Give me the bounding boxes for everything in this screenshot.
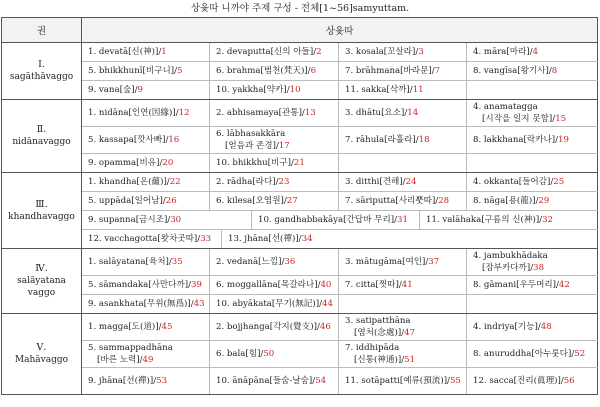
samyutta-label: 6. moggallāna[목갈라나]/40 [216,280,332,290]
samyutta-number: 53 [156,376,168,386]
samyutta-number: 9 [137,85,143,95]
samyutta-number: 36 [284,257,296,267]
volume-title: nidānavaggo [12,137,71,147]
samyutta-label: 9. supanna[금시조]/30 [88,215,182,225]
samyutta-label: 9. jhāna[선(禪)]/53 [88,376,168,386]
samyutta-cell [467,100,598,126]
samyutta-cell [339,192,467,210]
table-row [82,341,598,368]
samyutta-number: 51 [404,355,416,365]
samyutta-number: 22 [169,177,181,187]
samyutta-number: 30 [170,215,182,225]
samyutta-number: 12 [178,108,190,118]
samyutta-cell [252,211,420,229]
samyutta-number: 8 [551,66,558,76]
samyutta-number: 18 [418,135,430,145]
samyutta-cell [339,295,467,313]
samyutta-label: 3. satipatthāna [345,316,411,326]
table-row [82,230,598,248]
samyutta-label: 8. gāmani[우두머리]/42 [473,280,570,290]
samyutta-label: 9. opamma[비유]/20 [88,158,174,168]
volume-title: sagāthāvaggo [9,72,74,82]
samyutta-label: 5. sammappadhāna [88,343,173,353]
samyutta-number: 38 [533,263,545,273]
volume-title: Mahāvaggo [14,355,69,365]
samyutta-number: 46 [319,322,331,332]
samyutta-label: 10. abyākata[무기(無記)]/44 [216,299,333,309]
samyutta-number: 7 [434,66,441,76]
samyutta-number: 20 [162,158,174,168]
samyutta-number: 25 [553,177,565,187]
samyutta-cell [210,100,339,126]
samyutta-number: 50 [263,349,275,359]
samyutta-number: 16 [168,135,180,145]
table-row [82,127,598,154]
samyutta-cell [210,62,339,80]
table-row [82,154,598,172]
volume-group [2,100,598,173]
samyutta-label: 3. dhātu[요소]/14 [345,108,419,118]
samyutta-cell [467,154,598,172]
table-row [82,173,598,192]
samyutta-number: 2 [316,47,322,57]
volume-name [2,314,82,394]
samyutta-label: 4. anamatagga [473,102,538,112]
volume-number: Ⅳ. [35,263,48,274]
samyutta-label: 6. brahma[범천(梵天)]/6 [216,66,317,76]
samyutta-number: 1 [161,47,167,57]
samyutta-label: 7. rāhula[라훌라]/18 [345,135,430,145]
table-row [82,62,598,81]
samyutta-cell [467,62,598,80]
volume-name [2,249,82,313]
samyutta-label: 3. ditthi[견해]/24 [345,177,417,187]
samyutta-cell [467,368,598,394]
samyutta-number: 21 [293,158,305,168]
samyutta-label: 9. asankhata[무위(無爲)]/43 [88,299,205,309]
samyutta-number: 40 [320,280,332,290]
table-row [82,314,598,341]
header-samyutta: 상윳따 [82,18,598,42]
volume-title: khandhavaggo [8,211,75,222]
samyutta-cell [339,154,467,172]
samyutta-label: 5. uppāda[일어남]/26 [88,196,177,206]
samyutta-number: 11 [412,85,424,95]
samyutta-number: 43 [193,299,205,309]
samyutta-label: 7. brāhmana[바라문]/7 [345,66,441,76]
samyutta-label: 1. salāyatana[육처]/35 [88,257,183,267]
samyutta-number: 33 [200,234,212,244]
samyutta-label: 4. okkanta[들어감]/25 [473,177,565,187]
samyutta-cell [339,314,467,340]
table-row [82,43,598,62]
samyutta-label: 8. nāga[용(龍)]/29 [473,196,550,206]
samyutta-number: 48 [540,322,552,332]
samyutta-cell [82,211,252,229]
samyutta-label: 10. bhikkhu[비구]/21 [216,158,305,168]
samyutta-label: 5. kassapa[깟사빠]/16 [88,135,180,145]
samyutta-label-cont: [염처(念處)]/47 [354,328,416,338]
samyutta-cell [210,154,339,172]
samyutta-number: 49 [142,355,154,365]
samyutta-number: 29 [538,196,550,206]
samyutta-label: 1. magga[도(道)]/45 [88,322,173,332]
samyutta-label: 2. devaputta[신의 아들]/2 [216,47,322,57]
samyutta-label: 9. vana[숲]/9 [88,85,143,95]
samyutta-cell [339,341,467,367]
samyutta-cell [222,230,598,248]
samyutta-label: 4. māra[마라]/4 [473,47,539,57]
samyutta-number: 52 [574,349,586,359]
samyutta-cell [82,100,210,126]
samyutta-cell [467,81,598,99]
table-row [82,81,598,99]
samyutta-label: 5. sāmandaka[사만다까]/39 [88,280,202,290]
samyutta-label: 13. jhāna[선(禪)]/34 [228,234,313,244]
samyutta-label: 1. devatā[신(神)]/1 [88,47,167,57]
samyutta-cell [210,276,339,294]
samyutta-label: 1. khandha[온(蘊)]/22 [88,177,181,187]
samyutta-cell [82,341,210,367]
samyutta-cell [210,81,339,99]
table-header [2,18,598,43]
samyutta-cell [339,368,467,394]
samyutta-number: 5 [177,66,183,76]
samyutta-number: 15 [555,114,567,124]
samyutta-label: 8. vangīsa[왕기사]/8 [473,66,558,76]
samyutta-number: 32 [542,215,554,225]
samyutta-number: 17 [278,141,290,151]
samyutta-label: 8. lakkhana[락카나]/19 [473,135,569,145]
samyutta-cell [339,81,467,99]
volume-title: salāyatana [17,276,66,286]
table-row [82,100,598,127]
samyutta-label: 10. ānāpāna[들숨-날숨]/54 [216,376,327,386]
samyutta-cell [467,173,598,191]
samyutta-label-cont: [시작을 일지 못함]/15 [482,114,567,124]
volume-group [2,173,598,249]
samyutta-cell [82,295,210,313]
samyutta-number: 24 [405,177,417,187]
samyutta-label: 6. kilesa[오염원]/27 [216,196,298,206]
samyutta-cell [339,43,467,61]
samyutta-label-cont: [바른 노력]/49 [97,355,154,365]
samyutta-cell [82,173,210,191]
volume-number: Ⅲ. [35,198,48,210]
samyutta-number: 47 [404,328,416,338]
samyutta-label: 7. iddhipāda [345,343,400,353]
samyutta-cell [210,43,339,61]
samyutta-cell [82,43,210,61]
samyutta-number: 39 [191,280,202,290]
samyutta-label: 6. bala[힘]/50 [216,349,275,359]
samyutta-cell [339,100,467,126]
samyutta-cell [339,249,467,275]
table-row [82,192,598,211]
samyutta-label-cont: [얻음과 존경]/17 [225,141,290,151]
samyutta-label: 2. abhisamaya[관통]/13 [216,108,316,118]
samyutta-label: 5. bhikkhunī[비구니]/5 [88,66,183,76]
samyutta-number: 13 [304,108,316,118]
samyutta-number: 23 [278,177,290,187]
volume-group [2,314,598,395]
samyutta-number: 10 [289,85,301,95]
volume-name [2,100,82,172]
samyutta-label: 2. bojjhanga[각지(覺支)]/46 [216,322,331,332]
samyutta-cell [82,249,210,275]
samyutta-label: 2. rādha[라다]/23 [216,177,290,187]
samyutta-cell [210,368,339,394]
header-volume: 권 [2,18,82,42]
samyutta-label: 11. sotāpatti[예류(預流)]/55 [345,376,461,386]
samyutta-cell [82,368,210,394]
samyutta-number: 37 [428,257,440,267]
samyutta-label: 12. vacchagotta[왓차곳따]/33 [88,234,212,244]
table-row [82,211,598,230]
volume-title-cont: vaggo [27,288,56,298]
samyutta-label: 8. anuruddha[아누룻다]/52 [473,349,586,359]
samyutta-cell [467,295,598,313]
samyutta-cell [82,62,210,80]
samyutta-cell [210,295,339,313]
volume-number: Ⅴ. [36,342,47,353]
samyutta-cell [210,341,339,367]
samyutta-number: 28 [438,196,450,206]
samyutta-cell [210,249,339,275]
samyutta-cell [420,211,598,229]
samyutta-cell [210,314,339,340]
samyutta-label: 6. lābhasakkāra [216,129,286,139]
volume-number: Ⅰ. [38,59,45,70]
samyutta-label-cont: [신통(神通)]/51 [354,355,416,365]
volume-group [2,43,598,100]
samyutta-label: 4. indriya[기능]/48 [473,322,552,332]
samyutta-cell [210,173,339,191]
samyutta-number: 35 [171,257,183,267]
samyutta-cell [339,62,467,80]
samyutta-cell [339,173,467,191]
samyutta-cell [82,230,222,248]
samyutta-cell [467,43,598,61]
samyutta-number: 26 [165,196,177,206]
table-row [82,276,598,295]
table-row [82,249,598,276]
samyutta-cell [82,81,210,99]
samyutta-cell [339,127,467,153]
samyutta-label: 10. gandhabbakāya[간답바 무리]/31 [258,215,408,225]
samyutta-label: 7. citta[찟따]/41 [345,280,413,290]
samyutta-cell [82,276,210,294]
samyutta-cell [467,249,598,275]
volume-group [2,249,598,314]
volume-number: Ⅱ. [36,124,47,135]
volume-name [2,173,82,248]
samyutta-label-cont: [잠부카다까]/38 [482,263,545,273]
samyutta-label: 2. vedanā[느낌]/36 [216,257,296,267]
samyutta-cell [210,127,339,153]
samyutta-label: 11. sakka[삭까]/11 [345,85,424,95]
samyutta-number: 4 [532,47,539,57]
samyutta-number: 19 [558,135,569,145]
samyutta-number: 56 [563,376,575,386]
samyutta-cell [467,341,598,367]
samyutta-cell [82,192,210,210]
samyutta-cell [467,192,598,210]
samyutta-label: 4. jambukhādaka [473,251,548,261]
samyutta-cell [467,127,598,153]
samyutta-number: 54 [315,376,327,386]
samyutta-cell [467,314,598,340]
samyutta-number: 34 [301,234,313,244]
samyutta-cell [339,276,467,294]
volume-name [2,43,82,99]
samyutta-number: 41 [401,280,413,290]
samyutta-label: 3. mātugāma[여인]/37 [345,257,440,267]
samyutta-number: 14 [407,108,419,118]
samyutta-label: 11. valāhaka[구름의 신(神)]/32 [426,215,554,225]
samyutta-number: 45 [161,322,173,332]
samyutta-cell [82,314,210,340]
samyutta-number: 42 [558,280,570,290]
samyutta-cell [210,192,339,210]
samyutta-label: 1. nidāna[인연(因緣)]/12 [88,108,190,118]
samyutta-cell [82,154,210,172]
samyutta-number: 31 [397,215,408,225]
samyutta-cell [467,276,598,294]
table-row [82,295,598,313]
samyutta-cell [82,127,210,153]
table-row [82,368,598,394]
samyutta-label: 12. sacca[진리(眞理)]/56 [473,376,575,386]
samyutta-number: 3 [418,47,424,57]
document-title: 상윳따 니까야 주제 구성 - 전체[1~56]samyuttam. [190,3,410,14]
samyutta-number: 6 [310,66,317,76]
samyutta-label: 7. sāriputta[사리뿟따]/28 [345,196,450,206]
samyutta-number: 55 [449,376,461,386]
samyutta-label: 10. yakkha[약카]/10 [216,85,301,95]
samyutta-number: 27 [286,196,298,206]
samyutta-label: 3. kosala[꼬살라]/3 [345,47,424,57]
samyutta-number: 44 [322,299,333,309]
samyutta-table [1,17,598,395]
